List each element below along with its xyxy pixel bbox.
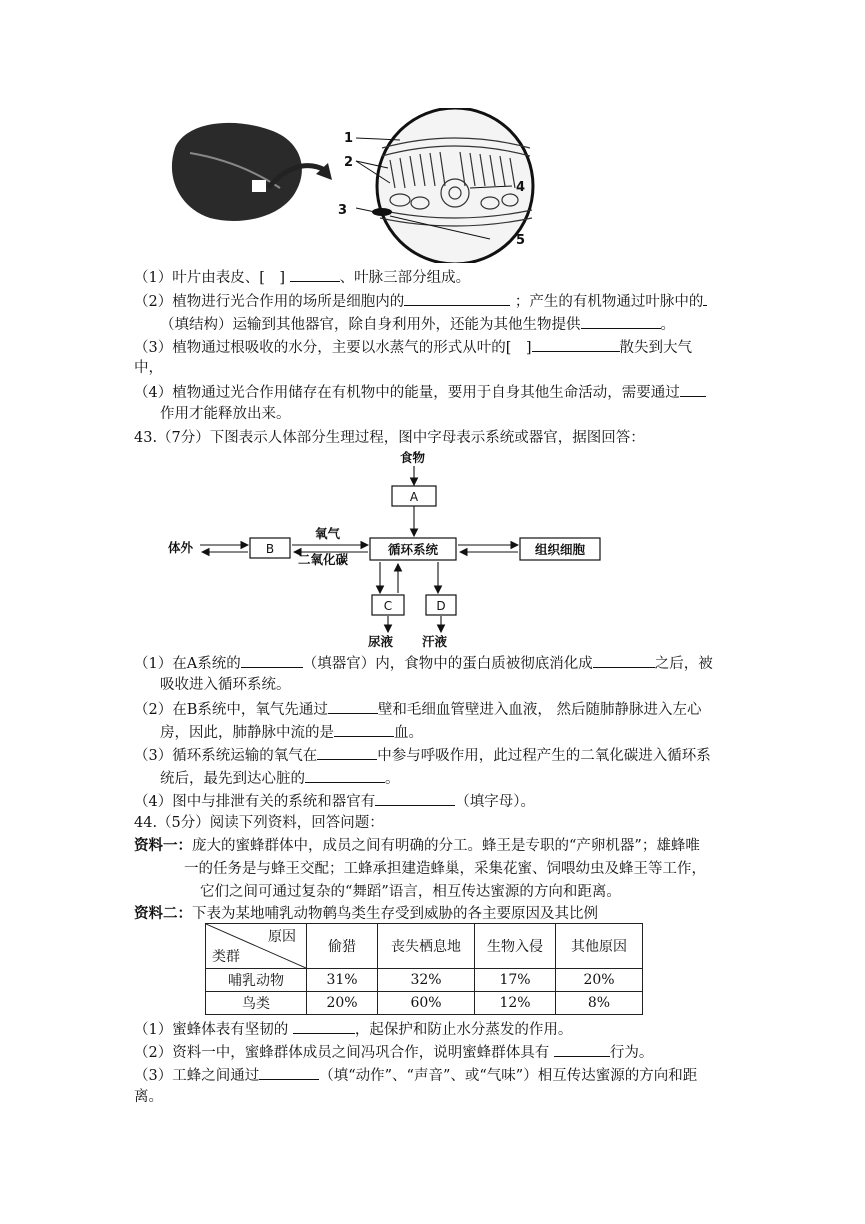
table-cell: 31% xyxy=(307,969,378,992)
q42-line-6: （4）植物通过光合作用储存在有机物中的能量，要用于自身其他生命活动，需要通过 xyxy=(134,381,706,403)
sweat-label: 汗液 xyxy=(422,634,448,649)
material-1-line-3: 它们之间可通过复杂的“舞蹈”语言，相互传达蜜源的方向和距离。 xyxy=(200,884,621,900)
q42-line-7: 作用才能释放出来。 xyxy=(160,406,291,422)
box-B-label: B xyxy=(265,542,275,556)
q42-line-4: （3）植物通过根吸收的水分，主要以水蒸气的形式从叶的[ ] 散失到大气 xyxy=(134,336,692,358)
co2-label: 二氧化碳 xyxy=(298,552,349,567)
table-cell: 60% xyxy=(378,992,475,1015)
q43-line-1: （1）在A系统的 （填器官）内，食物中的蛋白质被彻底消化成 之后，被 xyxy=(134,652,713,674)
answer-blank[interactable] xyxy=(554,1041,610,1057)
box-D-label: D xyxy=(436,599,446,613)
label-2: 2 xyxy=(344,155,354,170)
answer-blank[interactable] xyxy=(581,313,661,329)
table-header-row xyxy=(206,924,643,969)
food-label: 食物 xyxy=(400,450,426,465)
answer-blank[interactable] xyxy=(328,698,378,714)
table-cell: 32% xyxy=(378,969,475,992)
answer-blank[interactable] xyxy=(680,381,706,397)
answer-blank[interactable] xyxy=(305,767,385,783)
answer-blank[interactable] xyxy=(259,1064,319,1080)
table-header: 生物入侵 xyxy=(475,924,556,969)
outside-label: 体外 xyxy=(168,540,194,555)
box-A-label: A xyxy=(409,490,419,504)
answer-blank[interactable] xyxy=(290,266,340,282)
q43-line-3: （2）在B系统中，氧气先通过 壁和毛细血管壁进入血液， 然后随肺静脉进入左心 xyxy=(134,698,702,720)
label-4: 4 xyxy=(516,180,526,195)
q44-line-4: 离。 xyxy=(134,1089,163,1105)
label-5: 5 xyxy=(516,233,526,248)
table-cell: 20% xyxy=(556,969,643,992)
table-cell: 鸟类 xyxy=(206,992,307,1015)
answer-blank[interactable] xyxy=(703,290,707,306)
q44-line-1: （1）蜜蜂体表有坚韧的 ，起保护和防止水分蒸发的作用。 xyxy=(134,1018,572,1040)
oxygen-label: 氧气 xyxy=(315,526,341,541)
answer-blank[interactable] xyxy=(404,290,510,306)
q44-title: 44.（5分）阅读下列资料，回答问题： xyxy=(134,815,384,831)
table-header: 丧失栖息地 xyxy=(378,924,475,969)
q43-line-4: 房，因此，肺静脉中流的是 血。 xyxy=(160,721,423,743)
q42-line-5: 中， xyxy=(134,360,163,376)
answer-blank[interactable] xyxy=(241,652,303,668)
q43-line-5: （3）循环系统运输的氧气在 中参与呼吸作用，此过程产生的二氧化碳进入循环系 xyxy=(134,744,711,766)
table-cell: 哺乳动物 xyxy=(206,969,307,992)
q42-line-2: （2）植物进行光合作用的场所是细胞内的 ；产生的有机物通过叶脉中的 xyxy=(134,290,707,312)
answer-blank[interactable] xyxy=(293,1018,355,1034)
q44-line-2: （2）资料一中，蜜蜂群体成员之间冯巩合作，说明蜜蜂群体具有 行为。 xyxy=(134,1041,653,1063)
table-header: 偷猎 xyxy=(307,924,378,969)
table-cell: 20% xyxy=(307,992,378,1015)
material-1-line-2: 一的任务是与蜂王交配；工蜂承担建造蜂巢，采集花蜜、饲喂幼虫及蜂王等工作， xyxy=(184,861,706,877)
table-row xyxy=(206,992,643,1015)
answer-blank[interactable] xyxy=(532,336,620,352)
answer-blank[interactable] xyxy=(375,790,455,806)
urine-label: 尿液 xyxy=(368,634,394,649)
tissue-label: 组织细胞 xyxy=(534,542,586,557)
box-C-label: C xyxy=(383,599,393,613)
table-header: 其他原因 xyxy=(556,924,643,969)
material-1-line-1: 资料一：庞大的蜜蜂群体中，成员之间有明确的分工。蜂王是专职的“产卵机器”；雄蜂唯 xyxy=(134,837,700,854)
q44-line-3: （3）工蜂之间通过 （填“动作”、“声音”、或“气味”）相互传达蜜源的方向和距 xyxy=(134,1064,697,1086)
corner-cell: 原因 类群 xyxy=(206,924,307,969)
physiology-flow-diagram xyxy=(160,448,610,650)
q43-line-2: 吸收进入循环系统。 xyxy=(160,677,291,693)
q43-line-7: （4）图中与排泄有关的系统和器官有 （填字母）。 xyxy=(134,790,535,812)
magnified-circle xyxy=(377,108,533,263)
leaf-cross-section-figure xyxy=(160,108,540,263)
answer-blank[interactable] xyxy=(317,744,377,760)
table-row xyxy=(206,969,643,992)
threat-table xyxy=(205,923,643,1015)
material-2-line-1: 资料二：下表为某地哺乳动物鹌鸟类生存受到威胁的各主要原因及其比例 xyxy=(134,905,598,922)
table-cell: 12% xyxy=(475,992,556,1015)
q43-line-6: 统后，最先到达心脏的 。 xyxy=(160,767,400,789)
circulation-label: 循环系统 xyxy=(387,542,439,557)
table-cell: 8% xyxy=(556,992,643,1015)
q42-line-1: （1）叶片由表皮、[ ] 、叶脉三部分组成。 xyxy=(134,266,470,288)
table-cell: 17% xyxy=(475,969,556,992)
q43-title: 43.（7分）下图表示人体部分生理过程，图中字母表示系统或器官，据图回答： xyxy=(134,430,645,446)
answer-blank[interactable] xyxy=(593,652,655,668)
answer-blank[interactable] xyxy=(334,721,394,737)
label-1: 1 xyxy=(344,131,354,146)
label-3: 3 xyxy=(338,203,348,218)
q42-line-3: （填结构）运输到其他器官，除自身利用外，还能为其他生物提供 。 xyxy=(160,313,675,335)
